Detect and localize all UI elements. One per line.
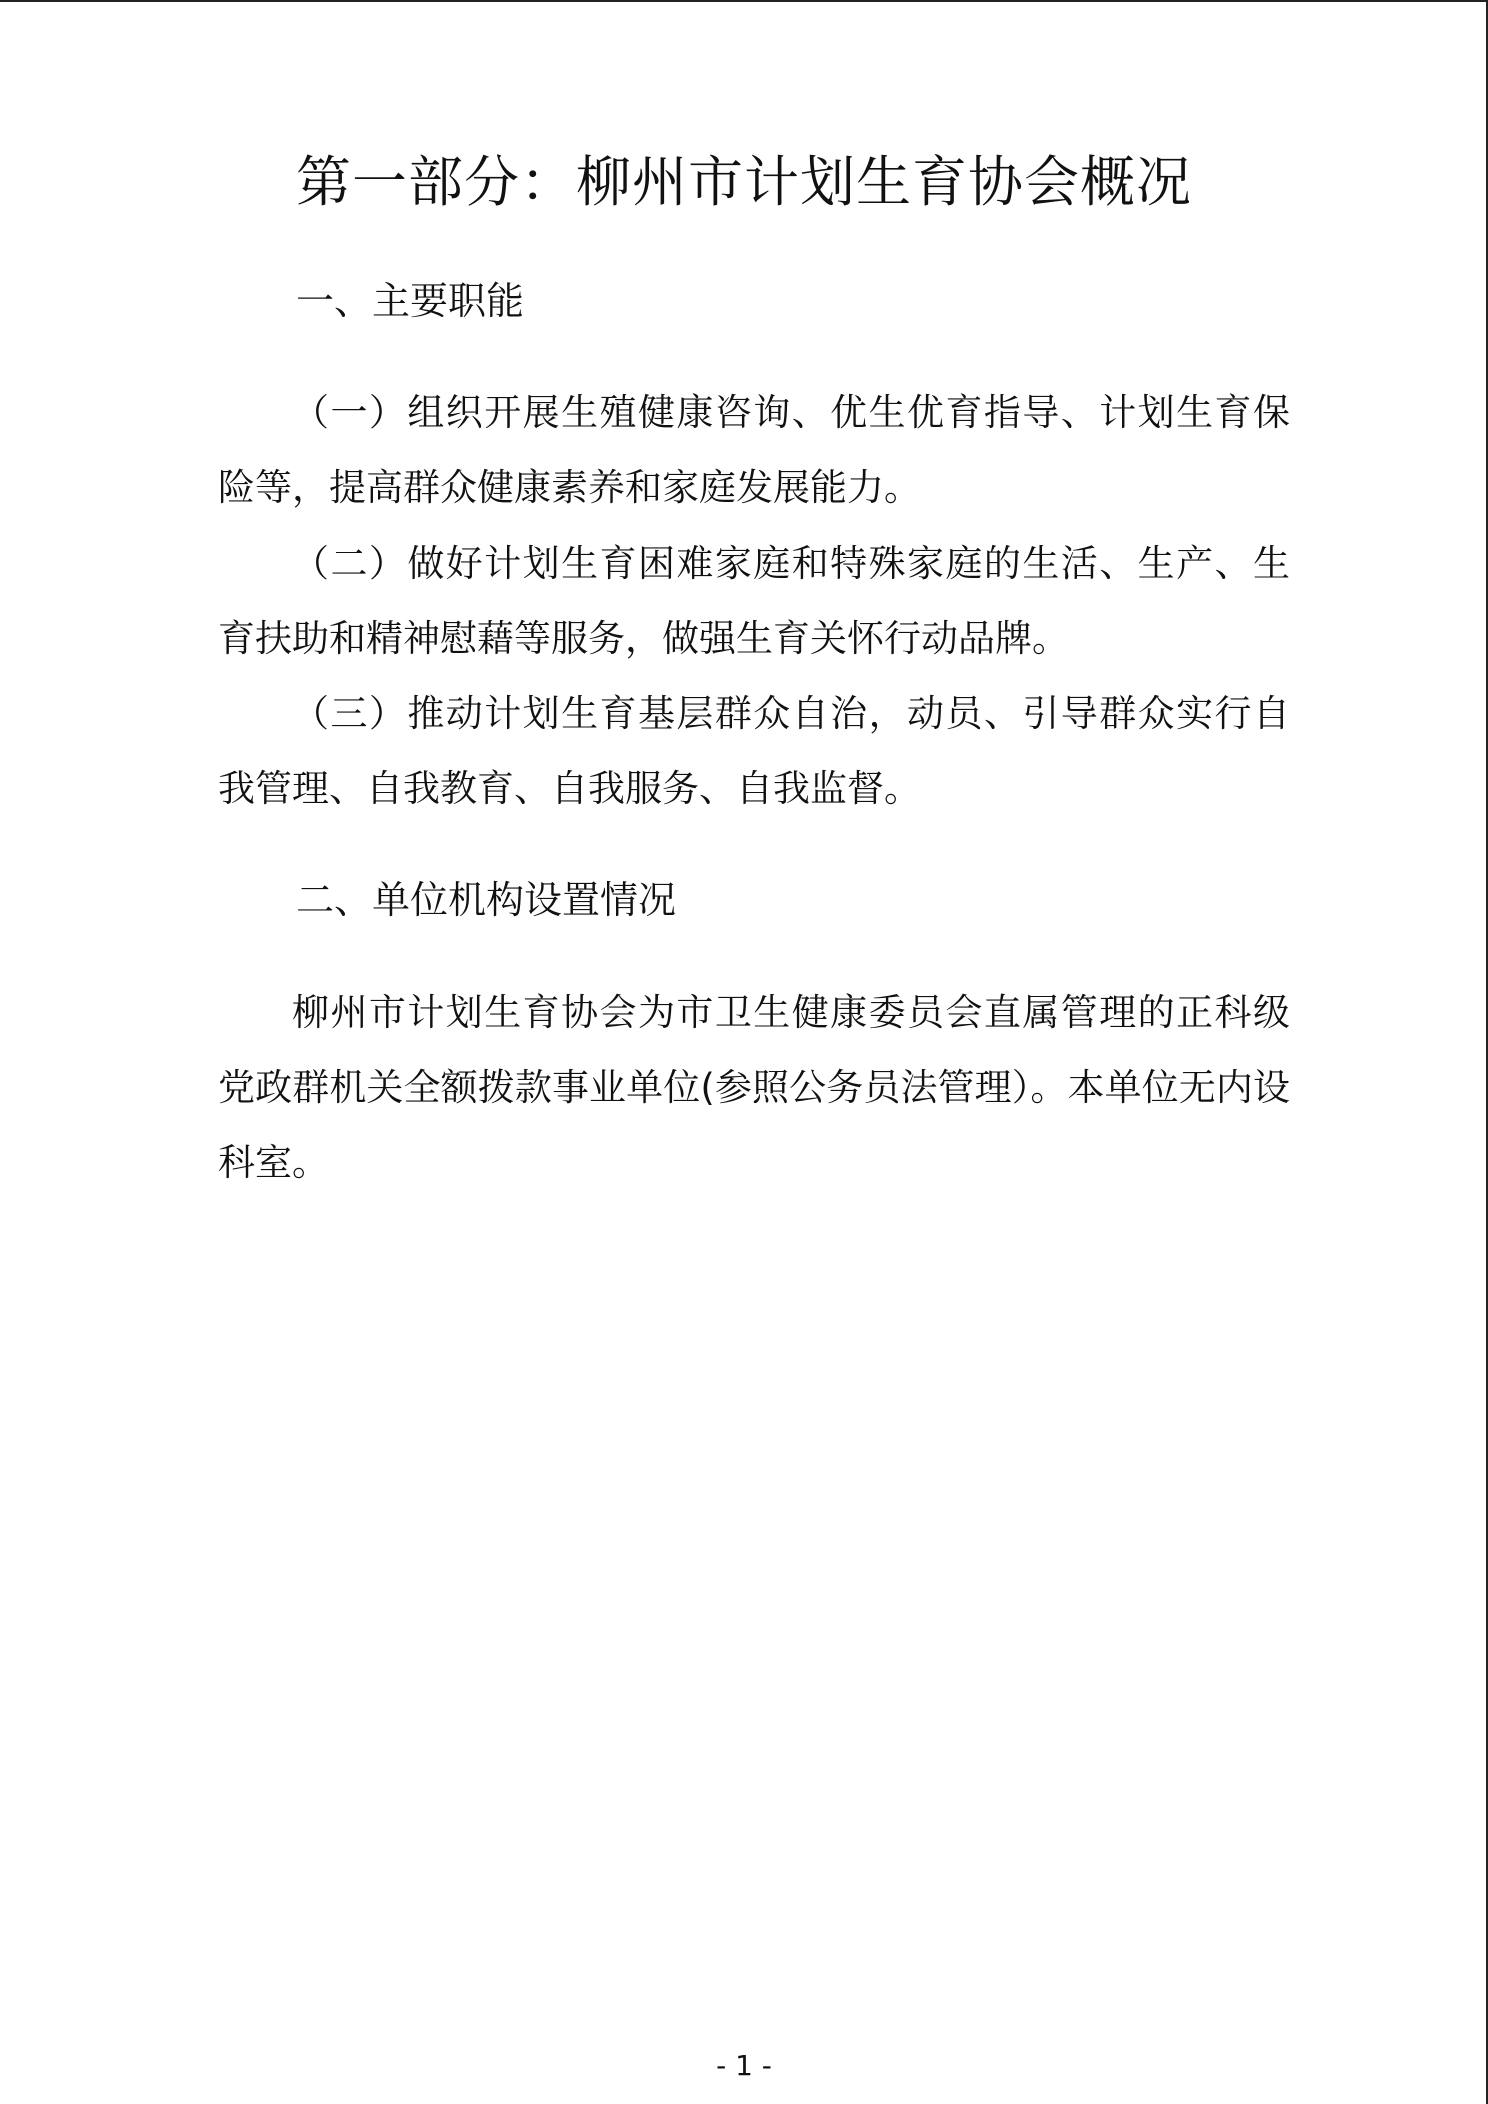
- page-number: - 1 -: [716, 2049, 772, 2082]
- section-heading-organization: 二、单位机构设置情况: [296, 878, 677, 922]
- page-title: 第一部分：柳州市计划生育协会概况: [295, 150, 1192, 214]
- paragraph-function-3: （三）推动计划生育基层群众自治，动员、引导群众实行自我管理、自我教育、自我服务、自我监督。: [218, 692, 1290, 810]
- paragraph-function-1: （一）组织开展生殖健康咨询、优生优育指导、计划生育保险等，提高群众健康素养和家庭发展能力。: [218, 391, 1290, 509]
- section-heading-main-functions: 一、主要职能: [296, 279, 525, 323]
- paragraph-organization: 柳州市计划生育协会为市卫生健康委员会直属管理的正科级党政群机关全额拨款事业单位(参照公务员法管理）。本单位无内设科室。: [218, 991, 1290, 1184]
- paragraph-function-2: （二）做好计划生育困难家庭和特殊家庭的生活、生产、生育扶助和精神慰藉等服务，做强生育关怀行动品牌。: [218, 542, 1290, 660]
